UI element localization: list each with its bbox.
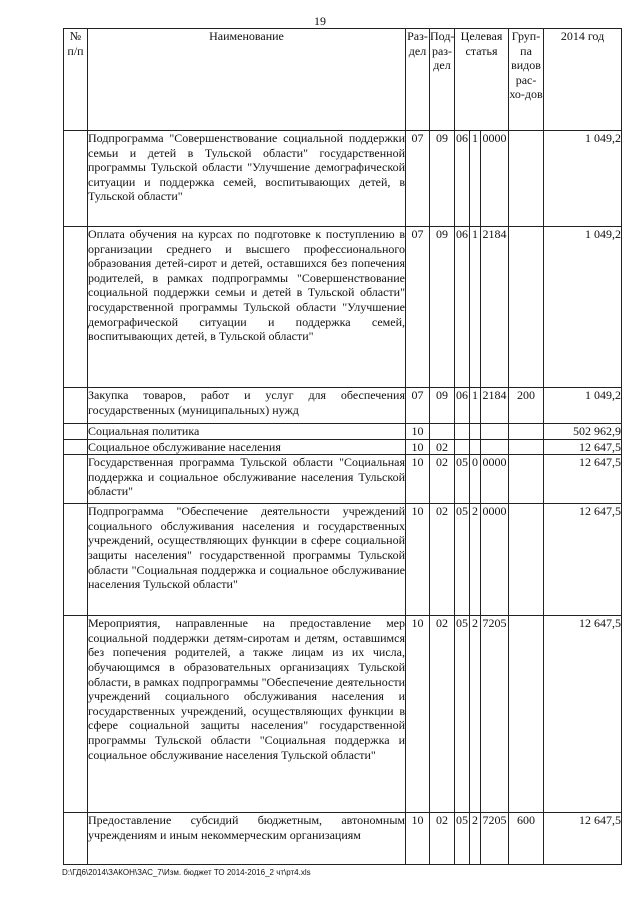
cell-expense-group: 600 bbox=[509, 813, 544, 865]
cell-target-program: 05 bbox=[455, 616, 470, 813]
cell-name: Предоставление субсидий бюджетным, автономным учреждениям и иным некоммерческим организациям bbox=[88, 813, 406, 865]
cell-number bbox=[64, 813, 88, 865]
cell-name: Мероприятия, направленные на предоставление мер социальной поддержки детям-сиротам и детям, оставшимся без попечения родителей, а также лицам из их числа, обучающимся в образовательных организациях Тульской области, в рамках подпрограммы "Обеспечение деятельности учреждений социального обслуживания населения и государственных учреждений, осуществляющих функции в сфере социальной защиты населения" государственной программы Тульской области "Социальная поддержка и социальное обслуживание населения Тульской области" bbox=[88, 616, 406, 813]
table-row bbox=[64, 616, 622, 813]
cell-subsection: 09 bbox=[430, 227, 455, 388]
cell-section: 10 bbox=[406, 616, 430, 813]
cell-target-program: 05 bbox=[455, 813, 470, 865]
cell-target-direction: 0000 bbox=[481, 504, 509, 616]
cell-name: Подпрограмма "Обеспечение деятельности учреждений социального обслуживания населения и государственных учреждений, осуществляющих функции в сфере социальной защиты населения" государственной программы Тульской области "Социальная поддержка и социальное обслуживание населения Тульской области" bbox=[88, 504, 406, 616]
cell-name: Социальное обслуживание населения bbox=[88, 439, 406, 455]
cell-target-program bbox=[455, 424, 470, 440]
cell-section: 10 bbox=[406, 424, 430, 440]
cell-name: Социальная политика bbox=[88, 424, 406, 440]
cell-number bbox=[64, 424, 88, 440]
cell-subsection bbox=[430, 424, 455, 440]
cell-expense-group bbox=[509, 439, 544, 455]
cell-target-subprogram: 1 bbox=[470, 131, 481, 227]
cell-name: Оплата обучения на курсах по подготовке к поступлению в организации среднего и высшего профессионального образования детей-сирот и детей, оставшихся без попечения родителей, в рамках подпрограммы "Совершенствование социальной поддержки семьи и детей в Тульской области" государственной программы Тульской области "Улучшение демографической ситуации и поддержка семей, воспитывающих детей, в Тульской области" bbox=[88, 227, 406, 388]
cell-target-direction: 7205 bbox=[481, 813, 509, 865]
cell-name: Закупка товаров, работ и услуг для обеспечения государственных (муниципальных) нужд bbox=[88, 388, 406, 424]
cell-amount: 502 962,9 bbox=[544, 424, 622, 440]
cell-section: 07 bbox=[406, 131, 430, 227]
cell-amount: 12 647,5 bbox=[544, 616, 622, 813]
cell-number bbox=[64, 616, 88, 813]
cell-name: Государственная программа Тульской области "Социальная поддержка и социальное обслуживание населения Тульской области" bbox=[88, 455, 406, 504]
cell-expense-group bbox=[509, 504, 544, 616]
cell-section: 10 bbox=[406, 813, 430, 865]
cell-target-program: 06 bbox=[455, 388, 470, 424]
cell-section: 10 bbox=[406, 439, 430, 455]
cell-amount: 1 049,2 bbox=[544, 388, 622, 424]
cell-number bbox=[64, 388, 88, 424]
cell-name: Подпрограмма "Совершенствование социальной поддержки семьи и детей в Тульской области" государственной программы Тульской области "Улучшение демографической ситуации и поддержка семей, воспитывающих детей, в Тульской области" bbox=[88, 131, 406, 227]
page-number: 19 bbox=[314, 14, 326, 28]
cell-amount: 12 647,5 bbox=[544, 813, 622, 865]
cell-target-subprogram bbox=[470, 439, 481, 455]
cell-target-program: 06 bbox=[455, 227, 470, 388]
cell-subsection: 02 bbox=[430, 813, 455, 865]
cell-expense-group bbox=[509, 616, 544, 813]
table-row bbox=[64, 424, 622, 440]
cell-subsection: 02 bbox=[430, 439, 455, 455]
cell-section: 07 bbox=[406, 388, 430, 424]
cell-expense-group bbox=[509, 455, 544, 504]
cell-target-program: 05 bbox=[455, 455, 470, 504]
cell-section: 10 bbox=[406, 504, 430, 616]
cell-target-direction: 0000 bbox=[481, 131, 509, 227]
budget-table bbox=[63, 28, 622, 865]
table-row bbox=[64, 388, 622, 424]
header-expense-group: Груп-па видов рас-хо-дов bbox=[509, 29, 544, 131]
cell-amount: 12 647,5 bbox=[544, 455, 622, 504]
table-row bbox=[64, 227, 622, 388]
cell-target-subprogram: 1 bbox=[470, 227, 481, 388]
cell-target-program: 06 bbox=[455, 131, 470, 227]
table-row bbox=[64, 439, 622, 455]
header-subsection: Под-раз-дел bbox=[430, 29, 455, 131]
cell-target-program: 05 bbox=[455, 504, 470, 616]
file-path-footer: D:\ГД6\2014\ЗАКОН\ЗАС_7\Изм. бюджет ТО 2014-2016_2 чт\рт4.xls bbox=[62, 868, 311, 877]
cell-number bbox=[64, 131, 88, 227]
cell-target-subprogram: 0 bbox=[470, 455, 481, 504]
table-row bbox=[64, 455, 622, 504]
cell-number bbox=[64, 439, 88, 455]
cell-subsection: 02 bbox=[430, 455, 455, 504]
cell-target-subprogram: 1 bbox=[470, 388, 481, 424]
cell-amount: 12 647,5 bbox=[544, 439, 622, 455]
table-row bbox=[64, 504, 622, 616]
header-name: Наименование bbox=[88, 29, 406, 131]
cell-section: 10 bbox=[406, 455, 430, 504]
cell-amount: 1 049,2 bbox=[544, 227, 622, 388]
cell-expense-group bbox=[509, 424, 544, 440]
cell-target-subprogram: 2 bbox=[470, 813, 481, 865]
cell-target-program bbox=[455, 439, 470, 455]
cell-subsection: 09 bbox=[430, 131, 455, 227]
cell-target-subprogram bbox=[470, 424, 481, 440]
header-number: № п/п bbox=[64, 29, 88, 131]
cell-target-subprogram: 2 bbox=[470, 504, 481, 616]
cell-subsection: 02 bbox=[430, 616, 455, 813]
cell-expense-group bbox=[509, 131, 544, 227]
table-row bbox=[64, 131, 622, 227]
cell-number bbox=[64, 455, 88, 504]
cell-target-direction: 2184 bbox=[481, 227, 509, 388]
table-row bbox=[64, 813, 622, 865]
table-body bbox=[64, 131, 622, 865]
cell-target-subprogram: 2 bbox=[470, 616, 481, 813]
header-section: Раз-дел bbox=[406, 29, 430, 131]
cell-target-direction bbox=[481, 424, 509, 440]
cell-number bbox=[64, 504, 88, 616]
cell-subsection: 09 bbox=[430, 388, 455, 424]
cell-number bbox=[64, 227, 88, 388]
header-year: 2014 год bbox=[544, 29, 622, 131]
cell-expense-group: 200 bbox=[509, 388, 544, 424]
cell-target-direction bbox=[481, 439, 509, 455]
cell-target-direction: 2184 bbox=[481, 388, 509, 424]
header-target-article: Целевая статья bbox=[455, 29, 509, 131]
cell-expense-group bbox=[509, 227, 544, 388]
cell-subsection: 02 bbox=[430, 504, 455, 616]
cell-target-direction: 0000 bbox=[481, 455, 509, 504]
cell-amount: 1 049,2 bbox=[544, 131, 622, 227]
cell-amount: 12 647,5 bbox=[544, 504, 622, 616]
cell-target-direction: 7205 bbox=[481, 616, 509, 813]
cell-section: 07 bbox=[406, 227, 430, 388]
